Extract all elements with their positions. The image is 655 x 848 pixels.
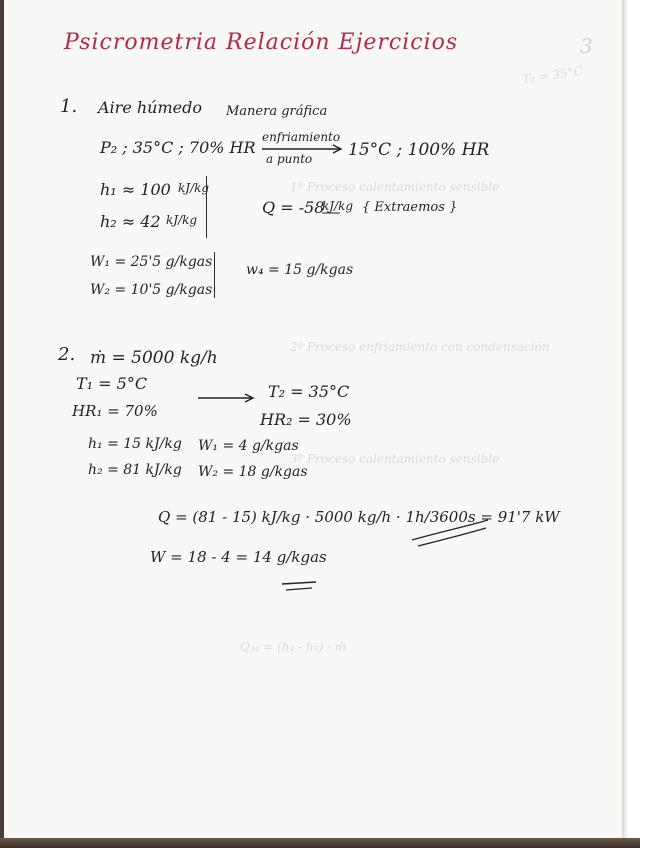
exercise-1-state1: P₂ ; 35°C ; 70% HR xyxy=(100,138,256,157)
exercise-2-heat-equation: Q = (81 - 15) kJ/kg · 5000 kg/h · 1h/3600s = 91'7 kW xyxy=(158,508,560,526)
exercise-1-q: Q = -58 xyxy=(262,198,325,217)
exercise-2-h1: h₁ = 15 kJ/kg xyxy=(88,436,182,452)
exercise-1-h2: h₂ ≈ 42 xyxy=(100,212,161,231)
exercise-2-hr2: HR₂ = 30% xyxy=(260,410,352,429)
exercise-1-q-note: { Extraemos } xyxy=(362,200,458,215)
page-title: Psicrometria Relación Ejercicios xyxy=(64,30,459,55)
exercise-2-mass-flow: ṁ = 5000 kg/h xyxy=(90,348,218,368)
exercise-1-w2: W₂ = 10'5 g/kgas xyxy=(90,282,213,298)
bleed-through-text: 1º Proceso calentamiento sensible xyxy=(290,180,500,194)
exercise-2-w2: W₂ = 18 g/kgas xyxy=(198,464,308,480)
exercise-2-t2: T₂ = 35°C xyxy=(268,382,350,401)
bleed-through-text: 3º Proceso calentamiento sensible xyxy=(290,452,500,466)
exercise-2-h2: h₂ = 81 kJ/kg xyxy=(88,462,182,478)
page-number: 3 xyxy=(580,34,593,58)
exercise-2-water-equation: W = 18 - 4 = 14 g/kgas xyxy=(150,548,327,566)
exercise-1-q-unit: kJ/kg xyxy=(322,199,354,213)
exercise-2-number: 2. xyxy=(58,344,76,365)
exercise-1-h1: h₁ ≈ 100 xyxy=(100,180,171,199)
bleed-through-text: T₂ = 35°C xyxy=(521,63,584,87)
exercise-2-w1: W₁ = 4 g/kgas xyxy=(198,438,299,454)
exercise-1-w4: w₄ = 15 g/kgas xyxy=(246,262,354,278)
exercise-1-h1-unit: kJ/kg xyxy=(178,181,210,195)
exercise-2-hr1: HR₁ = 70% xyxy=(72,402,158,420)
exercise-1-number: 1. xyxy=(60,96,78,117)
exercise-1-process-label: enfriamiento xyxy=(262,130,341,144)
exercise-1-w1: W₁ = 25'5 g/kgas xyxy=(90,254,213,270)
exercise-1-h2-unit: kJ/kg xyxy=(166,213,198,227)
exercise-1-process-label-2: a punto xyxy=(266,152,313,166)
bleed-through-text: Q₃₄ = (h₄ - h₃) · ṁ xyxy=(240,640,347,654)
exercise-1-method: Manera gráfica xyxy=(226,104,328,119)
exercise-1-state2: 15°C ; 100% HR xyxy=(348,140,490,160)
exercise-1-heading: Aire húmedo xyxy=(98,98,202,117)
exercise-2-t1: T₁ = 5°C xyxy=(76,374,148,393)
bleed-through-text: 2º Proceso enfriamiento con condensación xyxy=(290,340,550,354)
